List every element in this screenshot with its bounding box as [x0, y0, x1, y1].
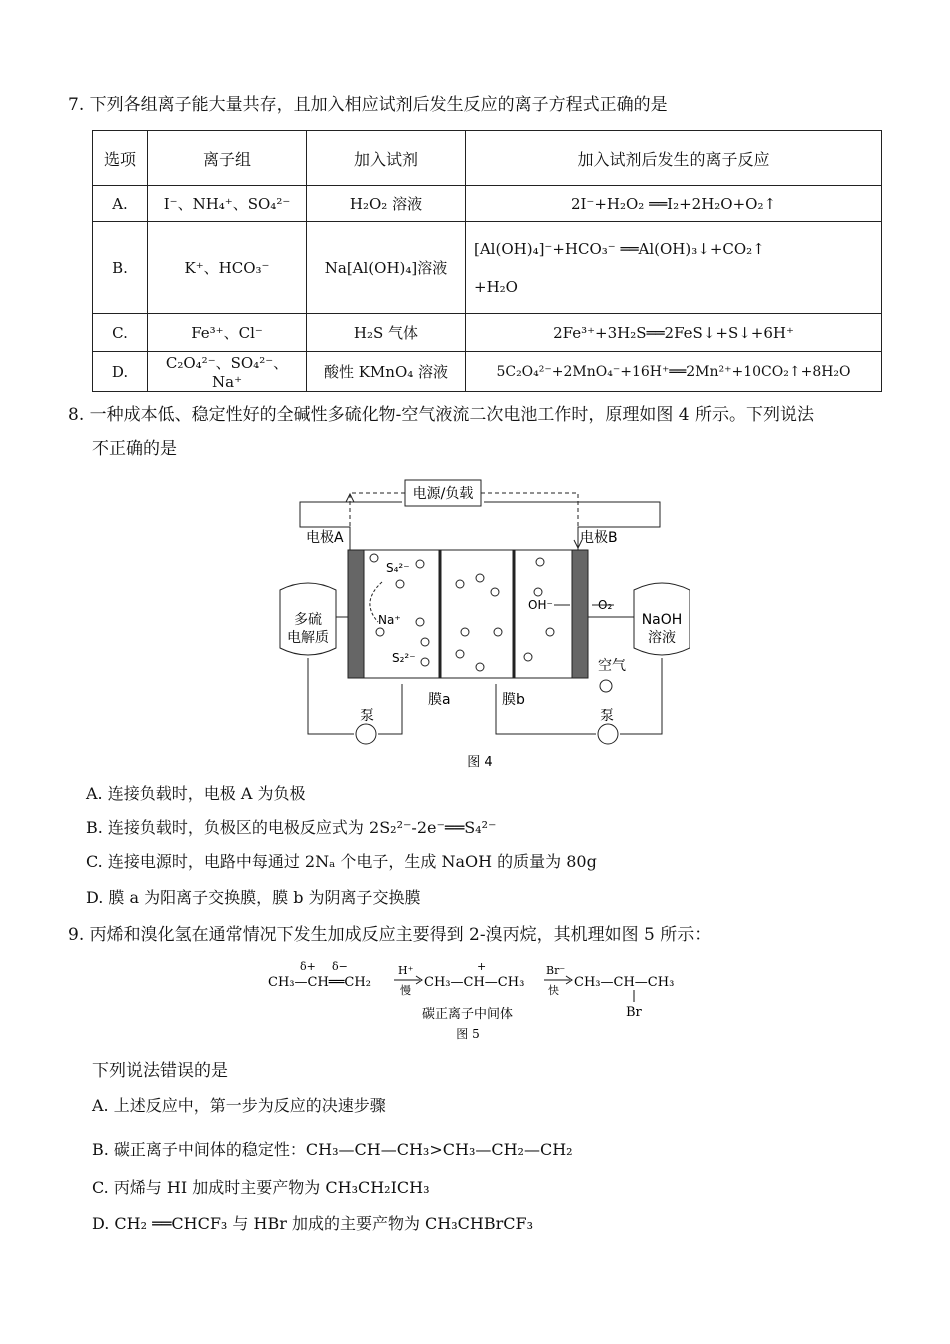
tank-left-text2: 电解质: [287, 630, 329, 646]
row-d-opt: D.: [93, 352, 148, 392]
q8-option-d: D. 膜 a 为阳离子交换膜，膜 b 为阴离子交换膜: [86, 888, 421, 907]
row-d-ions: C₂O₄²⁻、SO₄²⁻、Na⁺: [148, 352, 307, 392]
na-label: Na⁺: [378, 613, 401, 627]
membrane-b-label: 膜b: [502, 692, 525, 708]
row-a-reagent: H₂O₂ 溶液: [307, 186, 466, 222]
pipe-right-bottom: [620, 658, 662, 734]
electrode-a-label: 电极A: [306, 530, 344, 546]
row-c-reagent: H₂S 气体: [307, 314, 466, 352]
air-label: 空气: [598, 658, 626, 674]
membrane-a-label: 膜a: [428, 692, 451, 708]
tank-right-text1: NaOH: [641, 612, 683, 628]
intermediate-plus: +: [477, 960, 487, 973]
row-a-opt: A.: [93, 186, 148, 222]
step1-bottom: 慢: [400, 984, 411, 997]
q8-stem-line1: 8. 一种成本低、稳定性好的全碱性多硫化物-空气液流二次电池工作时，原理如图 4 所示。下列说法: [68, 405, 814, 425]
row-c-ions: Fe³⁺、Cl⁻: [148, 314, 307, 352]
step2-top: Br⁻: [546, 964, 566, 977]
q8-stem-line2: 不正确的是: [92, 439, 177, 459]
q7-table: [92, 130, 882, 392]
table-header-row: [93, 131, 882, 186]
row-c-opt: C.: [93, 314, 148, 352]
figure-4-battery-diagram: [270, 472, 690, 772]
pump-right-icon: [598, 724, 618, 744]
table-row: [93, 314, 882, 352]
table-row: [93, 222, 882, 314]
delta-minus: δ−: [332, 960, 348, 973]
step2-bottom: 快: [548, 984, 559, 997]
q8-option-b: B. 连接负载时，负极区的电极反应式为 2S₂²⁻-2e⁻══S₄²⁻: [86, 818, 497, 837]
table-row: [93, 186, 882, 222]
figure-5-caption: 图 5: [456, 1027, 480, 1041]
q7-stem: 7. 下列各组离子能大量共存，且加入相应试剂后发生反应的离子方程式正确的是: [68, 95, 668, 115]
tank-right-text2: 溶液: [648, 630, 676, 646]
intermediate-label: 碳正离子中间体: [422, 1007, 514, 1022]
reactant: CH₃—CH══CH₂: [268, 975, 371, 990]
row-a-ions: I⁻、NH₄⁺、SO₄²⁻: [148, 186, 307, 222]
row-b-ions: K⁺、HCO₃⁻: [148, 222, 307, 314]
s2-label: S₂²⁻: [392, 651, 416, 665]
air-inlet-icon: [600, 680, 612, 692]
intermediate: CH₃—CH—CH₃: [424, 975, 525, 990]
header-reaction: 加入试剂后发生的离子反应: [466, 131, 882, 186]
oh-label: OH⁻: [528, 598, 553, 612]
q9-ask: 下列说法错误的是: [92, 1061, 228, 1081]
step1-top: H⁺: [398, 964, 414, 977]
wire-right-solid: [484, 502, 660, 550]
power-label: 电源/负载: [412, 486, 474, 502]
product: CH₃—CH—CH₃: [574, 975, 675, 990]
q9-option-d: D. CH₂ ══CHCF₃ 与 HBr 加成的主要产物为 CH₃CHBrCF₃: [92, 1214, 534, 1233]
row-d-reaction: 5C₂O₄²⁻+2MnO₄⁻+16H⁺══2Mn²⁺+10CO₂↑+8H₂O: [466, 352, 882, 392]
row-a-reaction: 2I⁻+H₂O₂ ══I₂+2H₂O+O₂↑: [466, 186, 882, 222]
electrode-a: [348, 550, 364, 678]
tank-left-text1: 多硫: [294, 612, 322, 628]
row-b-reaction: [Al(OH)₄]⁻+HCO₃⁻ ══Al(OH)₃↓+CO₂↑: [474, 239, 765, 258]
pump-left-icon: [356, 724, 376, 744]
pump-right-label: 泵: [600, 708, 614, 724]
header-option: 选项: [93, 131, 148, 186]
s4-label: S₄²⁻: [386, 561, 410, 575]
pipe-left-up: [378, 684, 402, 734]
row-b-reaction-cont: +H₂O: [474, 277, 518, 296]
o2-label: O₂: [598, 598, 613, 612]
row-c-reaction: 2Fe³⁺+3H₂S══2FeS↓+S↓+6H⁺: [466, 314, 882, 352]
pipe-left-bottom: [308, 658, 354, 734]
q9-option-c: C. 丙烯与 HI 加成时主要产物为 CH₃CH₂ICH₃: [92, 1178, 430, 1197]
figure-4-caption: 图 4: [467, 755, 493, 770]
q8-option-a: A. 连接负载时，电极 A 为负极: [86, 784, 306, 803]
header-reagent: 加入试剂: [307, 131, 466, 186]
row-b-reaction-cell: [466, 222, 882, 314]
q9-option-a: A. 上述反应中，第一步为反应的决速步骤: [92, 1096, 386, 1115]
q9-option-b: B. 碳正离子中间体的稳定性：CH₃—CH—CH₃>CH₃—CH₂—CH₂: [92, 1140, 573, 1159]
row-d-reagent: 酸性 KMnO₄ 溶液: [307, 352, 466, 392]
electrode-b-label: 电极B: [580, 530, 618, 546]
row-b-opt: B.: [93, 222, 148, 314]
product-br: Br: [626, 1005, 642, 1020]
row-b-reagent: Na[Al(OH)₄]溶液: [307, 222, 466, 314]
delta-plus: δ+: [300, 960, 316, 973]
table-row: [93, 352, 882, 392]
electrode-b: [572, 550, 588, 678]
header-ions: 离子组: [148, 131, 307, 186]
figure-5-mechanism: [262, 958, 712, 1044]
q9-stem: 9. 丙烯和溴化氢在通常情况下发生加成反应主要得到 2-溴丙烷，其机理如图 5 所示：: [68, 925, 712, 945]
pump-left-label: 泵: [360, 708, 374, 724]
q8-option-c: C. 连接电源时，电路中每通过 2Nₐ 个电子，生成 NaOH 的质量为 80g: [86, 852, 597, 871]
